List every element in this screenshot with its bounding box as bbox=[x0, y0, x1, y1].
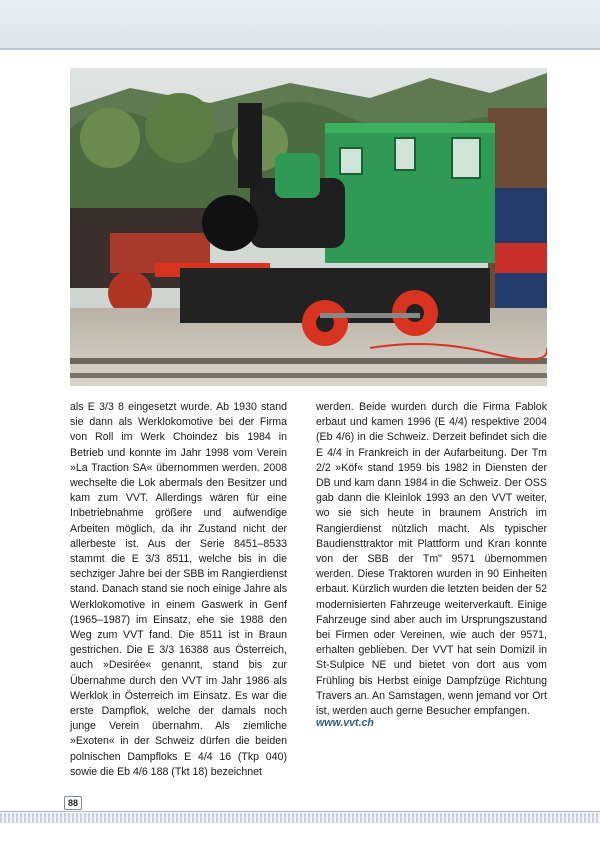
footer-divider bbox=[0, 811, 600, 812]
website-link[interactable]: www.vvt.ch bbox=[316, 717, 374, 729]
body-text-left-column: als E 3/3 8 eingesetzt wurde. Ab 1930 stand sie dann als Werklokomotive bei der Firma von Roll im Werk Choindez bis 1984 in Betrieb und konnte im Jahr 1998 vom Verein »La Traction SA« übernommen werden. 2008 wechselte die Lok abermals den Besitzer und kam zum VVT. Allerdings wären für eine Inbetriebnahme größere und aufwendige Arbeiten möglich, da ihr Zustand nicht der allerbeste ist. Aus der Serie 8451–8533 stammt die E 3/3 8511, welche bis in die sechziger Jahre bei der SBB im Rangierdienst stand. Danach stand sie noch einige Jahre als Werklokomotive in einem Gaswerk in Genf (1965–1987) im Einsatz, ehe sie 1988 den Weg zum VVT fand. Die 8511 ist in Braun gestrichen. Die E 3/3 16388 aus Österreich, auch »Desirée« genannt, stand bis zur Übernahme durch den VVT im Jahr 1986 als Werklok in Österreich im Einsatz. Es war die erste Dampflok, welche der damals noch junge Verein übernahm. Als ziemliche »Exoten« in der Schweiz dürfen die beiden polnischen Dampfloks E 4/4 16 (Tkp 040) sowie die Eb 4/6 188 (Tkt 18) bezeichnet bbox=[70, 401, 287, 778]
page-number: 88 bbox=[64, 796, 82, 810]
header-band bbox=[0, 0, 600, 50]
locomotive-photo bbox=[70, 68, 547, 386]
body-text-right-column: werden. Beide wurden durch die Firma Fablok erbaut und kamen 1996 (E 4/4) respektive 2004 (Eb 4/6) in die Schweiz. Derzeit befindet sich die E 4/4 in Frankreich in der Aufarbeitung. Der Tm 2/2 »Köf« stand 1959 bis 1982 in Diensten der DB und kam dann 1984 in die Schweiz. Der OSS gab dann die Kleinlok 1993 an den VVT weiter, wo sie sich heute in braunem Anstrich im Rangierdienst nützlich macht. Als typischer Baudiensttraktor mit Plattform und Kran konnte von der SBB der Tm" 9571 übernommen werden. Diese Traktoren wurden in 90 Einheiten erbaut. Kürzlich wurden die letzten beiden der 52 modernisierten Fahrzeuge weiterverkauft. Einige Fahrzeuge sind aber auch im Ursprungszustand bei Firmen oder Vereinen, wie auch der 9571, erhalten geblieben. Der VVT hat sein Domizil in St-Sulpice NE und bietet von dort aus vom Frühling bis Herbst einige Dampfzüge Richtung Travers an. An Samstagen, wenn jemand vor Ort ist, werden auch gerne Besucher empfangen. bbox=[316, 401, 547, 718]
footer-band bbox=[0, 813, 600, 823]
